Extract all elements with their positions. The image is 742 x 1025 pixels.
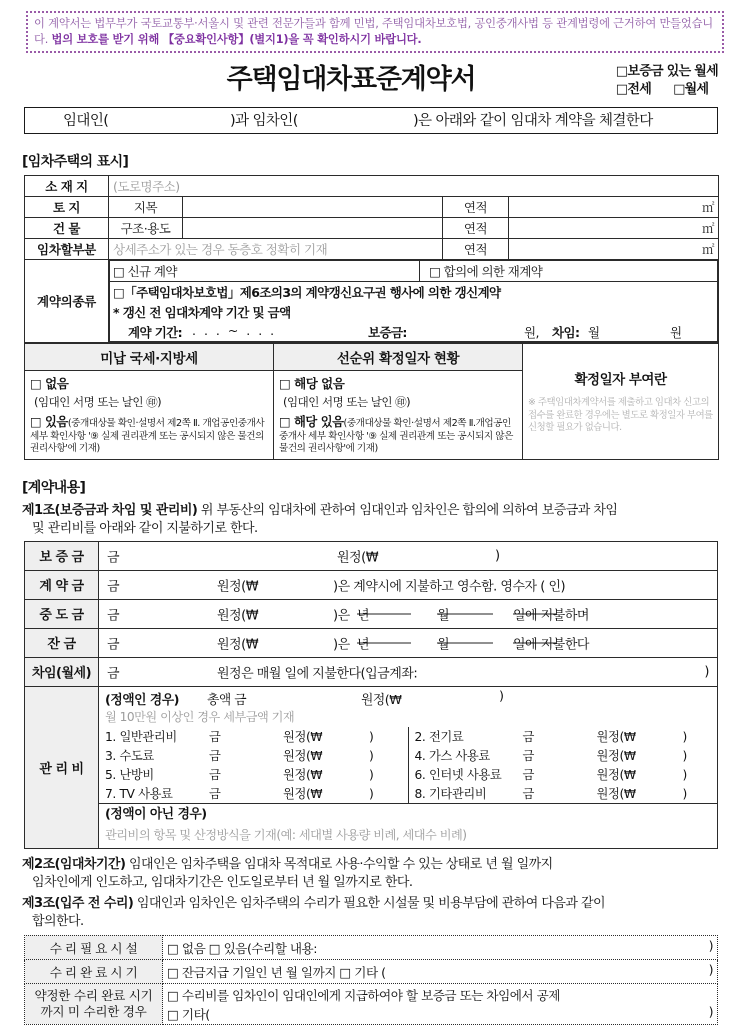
mgmt-items-table <box>99 727 717 803</box>
mgmt-item-1-wonjeong: 원정(₩ <box>283 730 323 745</box>
checkbox-new-contract[interactable]: □ 신규 계약 <box>113 264 177 279</box>
checkbox-priority-yes[interactable] <box>279 416 517 456</box>
land-area-input[interactable] <box>509 197 719 218</box>
repair-unfinished-label <box>25 983 163 1024</box>
notice-line-2-plain: 만들었습니다. <box>34 17 714 46</box>
mgmt-item-3[interactable] <box>99 746 408 765</box>
land-category-input[interactable] <box>183 197 443 218</box>
checkbox-jeonse[interactable]: □전세 <box>615 81 652 97</box>
repair-deadline-label: 수 리 완 료 시 기 <box>25 959 163 983</box>
mgmt-item-7-wonjeong: 원정(₩ <box>283 787 323 802</box>
notice-line-1: 이 계약서는 법무부가 국토교통부·서울시 및 관련 전문가들과 함께 민법, 주택임대차보호법, 공인중개사법 등 관계법령에 근거하여 <box>34 17 657 30</box>
land-category-label: 지목 <box>109 197 183 218</box>
tax-yes-label: □ 있음 <box>30 415 68 429</box>
prev-period-label: 계약 기간: <box>128 325 183 340</box>
tax-none-signature[interactable]: (임대인 서명 또는 날인 ㊞) <box>34 395 162 409</box>
page-title: 주택임대차표준계약서 <box>226 64 476 95</box>
repair-table <box>24 935 718 1025</box>
lease-type-checkboxes <box>616 63 718 98</box>
checkbox-tax-yes[interactable] <box>30 416 268 456</box>
mgmt-item-4[interactable] <box>408 746 717 765</box>
fixed-date-cell <box>523 344 719 460</box>
mgmt-item-2-close: ) <box>682 730 687 745</box>
article-3-text <box>22 895 718 931</box>
mgmt-item-7[interactable] <box>99 784 408 803</box>
contract-kind-cell <box>109 260 719 343</box>
mgmt-item-5-close: ) <box>369 768 374 783</box>
interim-label: 중 도 금 <box>25 599 99 628</box>
before-renewal-heading: * 갱신 전 임대차계약 기간 및 금액 <box>113 305 291 320</box>
table-row-leased-part <box>25 239 719 260</box>
repair-deadline-checkboxes: □ 잔금지급 기일인 년 월 일까지 □ 기타 ( <box>167 964 386 980</box>
table-row-repair-unfinished <box>25 983 718 1024</box>
rent-close: ) <box>704 664 709 680</box>
document-page <box>0 11 742 1022</box>
repair-deadline-close: ) <box>708 961 713 977</box>
building-structure-label: 구조·용도 <box>109 218 183 239</box>
balance-label: 잔 금 <box>25 628 99 657</box>
prev-deposit-won: 원, <box>524 325 539 340</box>
repair-needed-options[interactable] <box>163 935 718 959</box>
building-area-input[interactable] <box>509 218 719 239</box>
article-3-body2: 합의한다. <box>32 913 84 929</box>
table-row-management-fee <box>25 686 718 848</box>
prev-rent-month[interactable]: 월 <box>588 325 600 340</box>
mgmt-item-4-name: 4. 가스 사용료 <box>414 749 490 764</box>
deposit-geum: 금 <box>107 550 120 566</box>
balance-year-label: 년 <box>357 637 370 653</box>
area-unit-leased: ㎡ <box>702 242 715 257</box>
table-row-balance <box>25 628 718 657</box>
lessee-label: )과 임차인( <box>230 113 298 129</box>
title-row <box>0 57 742 105</box>
article-3-body1: 임대인과 임차인은 임차주택의 수리가 필요한 시설물 및 비용부담에 관하여 다음과 같이 <box>136 895 606 911</box>
mgmt-item-3-name: 3. 수도료 <box>105 749 154 764</box>
table-row-mgmt-5-6 <box>99 765 717 784</box>
area-unit-land: ㎡ <box>702 200 715 215</box>
tax-yes-detail: (중개대상물 확인·설명서 제2쪽 Ⅱ. 개업공인중개사 세부 확인사항 '⑨ 실제 권리관계 또는 공시되지 않은 물건의 권리사항'에 기재) <box>30 418 265 455</box>
parties-bar <box>24 107 718 134</box>
checkbox-deposit-monthly[interactable]: □보증금 있는 월세 <box>615 64 718 79</box>
section-heading-contract: [계약내용] <box>22 479 86 496</box>
repair-unfinished-label-line1: 약정한 수리 완료 시기 <box>34 987 153 1003</box>
balance-day-label: 일에 지불한다 <box>513 637 589 653</box>
repair-deadline-options[interactable] <box>163 959 718 983</box>
land-label: 토 지 <box>25 197 109 218</box>
downpayment-geum: 금 <box>107 579 120 595</box>
deposit-wonjeong[interactable]: 원정(₩ <box>337 550 379 566</box>
balance-geum: 금 <box>107 637 120 653</box>
payment-table <box>24 541 718 849</box>
checkbox-priority-none[interactable]: □ 해당 없음 <box>279 376 345 391</box>
fixed-date-title: 확정일자 부여란 <box>574 372 667 389</box>
article-1-text <box>22 502 718 538</box>
article-2-text <box>22 856 718 892</box>
leased-part-input[interactable]: 상세주소가 있는 경우 동층호 정확히 기재 <box>109 239 443 260</box>
unpaid-tax-header: 미납 국세·지방세 <box>25 344 274 371</box>
repair-needed-close: ) <box>708 937 713 953</box>
mgmt-total-wonjeong[interactable]: 원정(₩ <box>361 692 402 708</box>
mgmt-item-4-wonjeong: 원정(₩ <box>596 749 636 764</box>
article-1-body2: 및 관리비를 아래와 같이 지불하기로 한다. <box>32 520 258 536</box>
mgmt-item-4-geum: 금 <box>522 749 534 764</box>
mgmt-item-2-name: 2. 전기료 <box>414 730 464 745</box>
deposit-close: ) <box>495 548 500 564</box>
checkbox-deduct-from-deposit[interactable]: □ 수리비를 임차인이 임대인에게 지급하여야 할 보증금 또는 차임에서 공제 <box>167 987 560 1003</box>
mgmt-item-3-wonjeong: 원정(₩ <box>283 749 323 764</box>
building-structure-input[interactable] <box>183 218 443 239</box>
repair-other-close: ) <box>708 1003 713 1019</box>
mgmt-item-8-close: ) <box>682 787 687 802</box>
mgmt-item-1-close: ) <box>369 730 374 745</box>
prev-period-input[interactable]: . . . ~ . . . <box>192 323 277 338</box>
priority-yes-detail: (중개대상물 확인·설명서 제2쪽 Ⅱ.개업공인중개사 세부 확인사항 '⑨ 실제 권리관계 또는 공시되지 않은 물건의 권리사항'에 기재) <box>279 418 513 455</box>
mgmt-item-5-geum: 금 <box>209 768 221 783</box>
article-1-title: 제1조(보증금과 차임 및 관리비) <box>22 502 198 518</box>
table-row-interim <box>25 599 718 628</box>
balance-rest: )은 <box>333 637 350 653</box>
mgmt-item-6-name: 6. 인터넷 사용료 <box>414 768 502 783</box>
location-input[interactable]: (도로명주소) <box>109 176 719 197</box>
priority-date-header: 선순위 확정일자 현황 <box>274 344 523 371</box>
before-renewal-detail-row <box>110 322 717 341</box>
repair-needed-label: 수 리 필 요 시 설 <box>25 935 163 959</box>
article-3-title: 제3조(입주 전 수리) <box>22 895 134 911</box>
mgmt-item-5-wonjeong: 원정(₩ <box>283 768 323 783</box>
table-row-repair-needed <box>25 935 718 959</box>
mgmt-item-7-name: 7. TV 사용료 <box>105 787 173 802</box>
mgmt-item-5-name: 5. 난방비 <box>105 768 154 783</box>
interim-year-label: 년 <box>357 608 370 624</box>
management-fee-cell <box>99 686 718 848</box>
table-row-downpayment <box>25 570 718 599</box>
mgmt-nonfixed-case-row <box>99 804 717 825</box>
contract-kind-label: 계약의종류 <box>25 260 109 343</box>
deposit-label: 보 증 금 <box>25 541 99 570</box>
checkbox-tax-none[interactable]: □ 없음 <box>30 376 69 391</box>
monthly-rent-label: 차임(월세) <box>25 657 99 686</box>
priority-yes-label: □ 해당 있음 <box>279 415 344 429</box>
mgmt-item-6-wonjeong: 원정(₩ <box>596 768 636 783</box>
fixed-date-note: ※ 주택임대차계약서를 제출하고 임대차 신고의 접수를 완료한 경우에는 별도로 확정일자 부여를 신청할 필요가 없습니다. <box>528 397 713 434</box>
downpayment-wonjeong[interactable]: 원정(₩ <box>217 579 259 595</box>
interim-wonjeong[interactable]: 원정(₩ <box>217 608 259 624</box>
table-row-location <box>25 176 719 197</box>
property-table <box>24 175 719 343</box>
mgmt-item-8-geum: 금 <box>522 787 534 802</box>
interim-cell <box>99 599 718 628</box>
checkbox-monthly[interactable]: □월세 <box>673 81 709 97</box>
section-heading-property: [임차주택의 표시] <box>22 154 129 170</box>
repair-other-label: □ 기타( <box>167 1006 210 1022</box>
repair-needed-checkboxes: □ 없음 □ 있음(수리할 내용: <box>167 940 317 956</box>
mgmt-item-2-geum: 금 <box>522 730 534 745</box>
priority-none-signature[interactable]: (임대인 서명 또는 날인 ㊞) <box>283 395 411 409</box>
legal-notice-box <box>26 11 724 53</box>
table-row-tax-headers <box>25 344 719 371</box>
interim-month-label: 월 <box>437 608 450 624</box>
table-row-mgmt-3-4 <box>99 746 717 765</box>
mgmt-item-6-geum: 금 <box>522 768 534 783</box>
rent-rest[interactable]: 원정은 매월 일에 지불한다(입금계좌: <box>217 666 418 682</box>
table-row-monthly-rent <box>25 657 718 686</box>
mgmt-item-4-close: ) <box>682 749 687 764</box>
mgmt-item-8-name: 8. 기타관리비 <box>414 787 487 802</box>
balance-wonjeong[interactable]: 원정(₩ <box>217 637 259 653</box>
mgmt-nonfixed-case-label: (정액이 아닌 경우) <box>105 806 207 822</box>
mgmt-item-5[interactable] <box>99 765 408 784</box>
deposit-cell <box>99 541 718 570</box>
table-row-repair-deadline <box>25 959 718 983</box>
table-row-mgmt-1-2 <box>99 727 717 746</box>
mgmt-fixed-case-row <box>99 687 717 708</box>
table-row-deposit <box>25 541 718 570</box>
table-row-contract-kind <box>25 260 719 343</box>
mgmt-item-3-geum: 금 <box>209 749 221 764</box>
mgmt-total-close: ) <box>499 688 504 704</box>
repair-unfinished-options[interactable] <box>163 983 718 1024</box>
leased-area-input[interactable] <box>509 239 719 260</box>
parties-tail-text: )은 아래와 같이 임대차 계약을 체결한다 <box>413 113 653 129</box>
checkbox-renewal-right[interactable]: □「주택임대차보호법」제6조의3의 계약갱신요구권 행사에 의한 갱신계약 <box>113 285 501 300</box>
downpayment-label: 계 약 금 <box>25 570 99 599</box>
table-row-mgmt-7-8 <box>99 784 717 803</box>
balance-month-label: 월 <box>437 637 450 653</box>
land-area-label: 연적 <box>443 197 509 218</box>
building-area-label: 연적 <box>443 218 509 239</box>
mgmt-item-8-wonjeong: 원정(₩ <box>596 787 636 802</box>
prev-rent-label: 차임: <box>552 325 580 340</box>
priority-date-options <box>274 371 523 460</box>
downpayment-rest[interactable]: )은 계약시에 지불하고 영수함. 영수자 ( 인) <box>333 579 566 595</box>
building-label: 건 물 <box>25 218 109 239</box>
checkbox-renew-by-agreement[interactable]: □ 합의에 의한 재계약 <box>429 264 543 279</box>
interim-rest: )은 <box>333 608 350 624</box>
area-unit-building: ㎡ <box>702 221 715 236</box>
table-row-building <box>25 218 719 239</box>
downpayment-cell <box>99 570 718 599</box>
mgmt-item-2-wonjeong: 원정(₩ <box>596 730 636 745</box>
prev-deposit-label: 보증금: <box>368 325 407 340</box>
rent-geum: 금 <box>107 666 120 682</box>
mgmt-item-1[interactable] <box>99 727 408 746</box>
mgmt-item-7-geum: 금 <box>209 787 221 802</box>
management-fee-label: 관 리 비 <box>25 686 99 848</box>
mgmt-detail-hint: 월 10만원 이상인 경우 세부금액 기재 <box>105 709 295 724</box>
interim-day-label: 일에 지불하며 <box>513 608 589 624</box>
mgmt-item-6[interactable] <box>408 765 717 784</box>
notice-line-2-bold: 법의 보호를 받기 위해 【중요확인사항】(별지1)을 꼭 확인하시기 바랍니다. <box>51 32 422 46</box>
mgmt-nonfixed-hint: 관리비의 항목 및 산정방식을 기재(예: 세대별 사용량 비례, 세대수 비례) <box>105 827 467 842</box>
article-1-body: 위 부동산의 임대차에 관하여 임대인과 임차인은 합의에 의하여 보증금과 차임 <box>200 502 618 518</box>
mgmt-item-1-name: 1. 일반관리비 <box>105 730 177 745</box>
balance-cell <box>99 628 718 657</box>
mgmt-item-8[interactable] <box>408 784 717 803</box>
mgmt-item-6-close: ) <box>682 768 687 783</box>
table-row-land <box>25 197 719 218</box>
mgmt-total-label: 총액 금 <box>207 692 247 708</box>
prev-rent-won: 원 <box>670 325 682 340</box>
article-2-body2[interactable]: 임차인에게 인도하고, 임대차기간은 인도일로부터 년 월 일까지로 한다. <box>32 874 413 890</box>
mgmt-item-3-close: ) <box>369 749 374 764</box>
tax-and-priority-table <box>24 343 719 460</box>
location-label: 소 재 지 <box>25 176 109 197</box>
lessor-label: 임대인( <box>63 113 109 129</box>
checkbox-repair-other[interactable] <box>167 1004 713 1023</box>
mgmt-item-7-close: ) <box>369 787 374 802</box>
mgmt-fixed-case-label: (정액인 경우) <box>105 692 179 708</box>
monthly-rent-cell <box>99 657 718 686</box>
leased-area-label: 연적 <box>443 239 509 260</box>
article-2-title: 제2조(임대차기간) <box>22 856 126 872</box>
repair-unfinished-label-line2: 까지 미 수리한 경우 <box>40 1003 147 1019</box>
unpaid-tax-options <box>25 371 274 460</box>
article-2-body1[interactable]: 임대인은 임차주택을 임대차 목적대로 사용·수익할 수 있는 상태로 년 월 일까지 <box>128 856 553 872</box>
mgmt-item-2[interactable] <box>408 727 717 746</box>
interim-geum: 금 <box>107 608 120 624</box>
leased-part-label: 임차할부분 <box>25 239 109 260</box>
mgmt-item-1-geum: 금 <box>209 730 221 745</box>
